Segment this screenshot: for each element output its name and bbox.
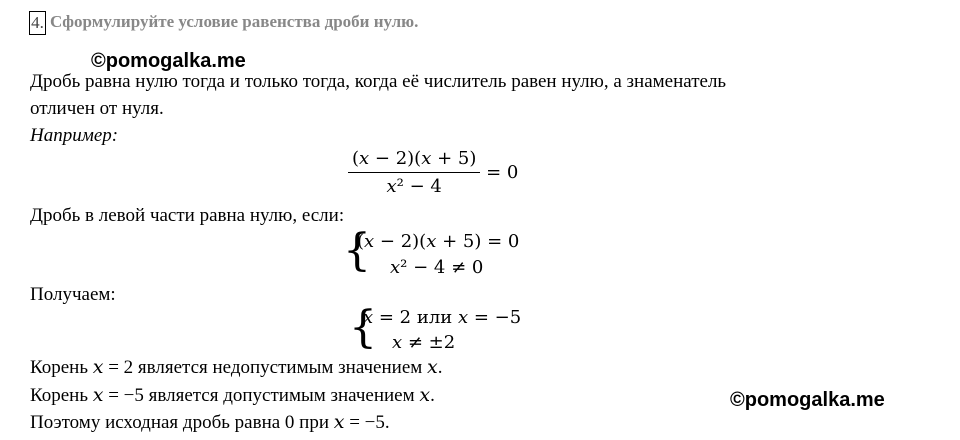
fraction-numerator: (𝑥 − 2)(𝑥 + 5) — [348, 148, 480, 173]
conclusion-line-2: Корень 𝑥 = −5 является допустимым значением 𝑥. — [30, 385, 435, 406]
system2-line-1: 𝑥 = 2 или 𝑥 = −5 — [363, 307, 522, 328]
system1-line-2: 𝑥² − 4 ≠ 0 — [390, 257, 484, 278]
conclusion-line-3: Поэтому исходная дробь равна 0 при 𝑥 = −5. — [30, 412, 390, 433]
paragraph-line-2: отличен от нуля. — [30, 98, 164, 119]
system1-brace: { — [343, 225, 371, 276]
question-text: Сформулируйте условие равенства дроби нулю. — [50, 12, 419, 31]
system1-line-1: (𝑥 − 2)(𝑥 + 5) = 0 — [357, 231, 520, 252]
question-number: 4. — [29, 11, 46, 35]
system2-brace: { — [349, 302, 377, 353]
condition-text: Дробь в левой части равна нулю, если: — [30, 205, 345, 226]
equation-rhs: = 0 — [486, 162, 519, 183]
fraction-denominator: 𝑥² − 4 — [386, 176, 442, 197]
example-label: Например: — [30, 125, 119, 146]
watermark-bottom: ©pomogalka.me — [730, 389, 885, 411]
system2-line-2: 𝑥 ≠ ±2 — [392, 332, 456, 353]
result-label: Получаем: — [30, 284, 116, 305]
conclusion-line-1: Корень 𝑥 = 2 является недопустимым значением 𝑥. — [30, 357, 443, 378]
paragraph-line-1: Дробь равна нулю тогда и только тогда, когда её числитель равен нулю, а знаменатель — [30, 71, 727, 92]
fraction-equation — [348, 148, 518, 197]
watermark-top: ©pomogalka.me — [91, 50, 246, 72]
fraction — [348, 148, 480, 197]
